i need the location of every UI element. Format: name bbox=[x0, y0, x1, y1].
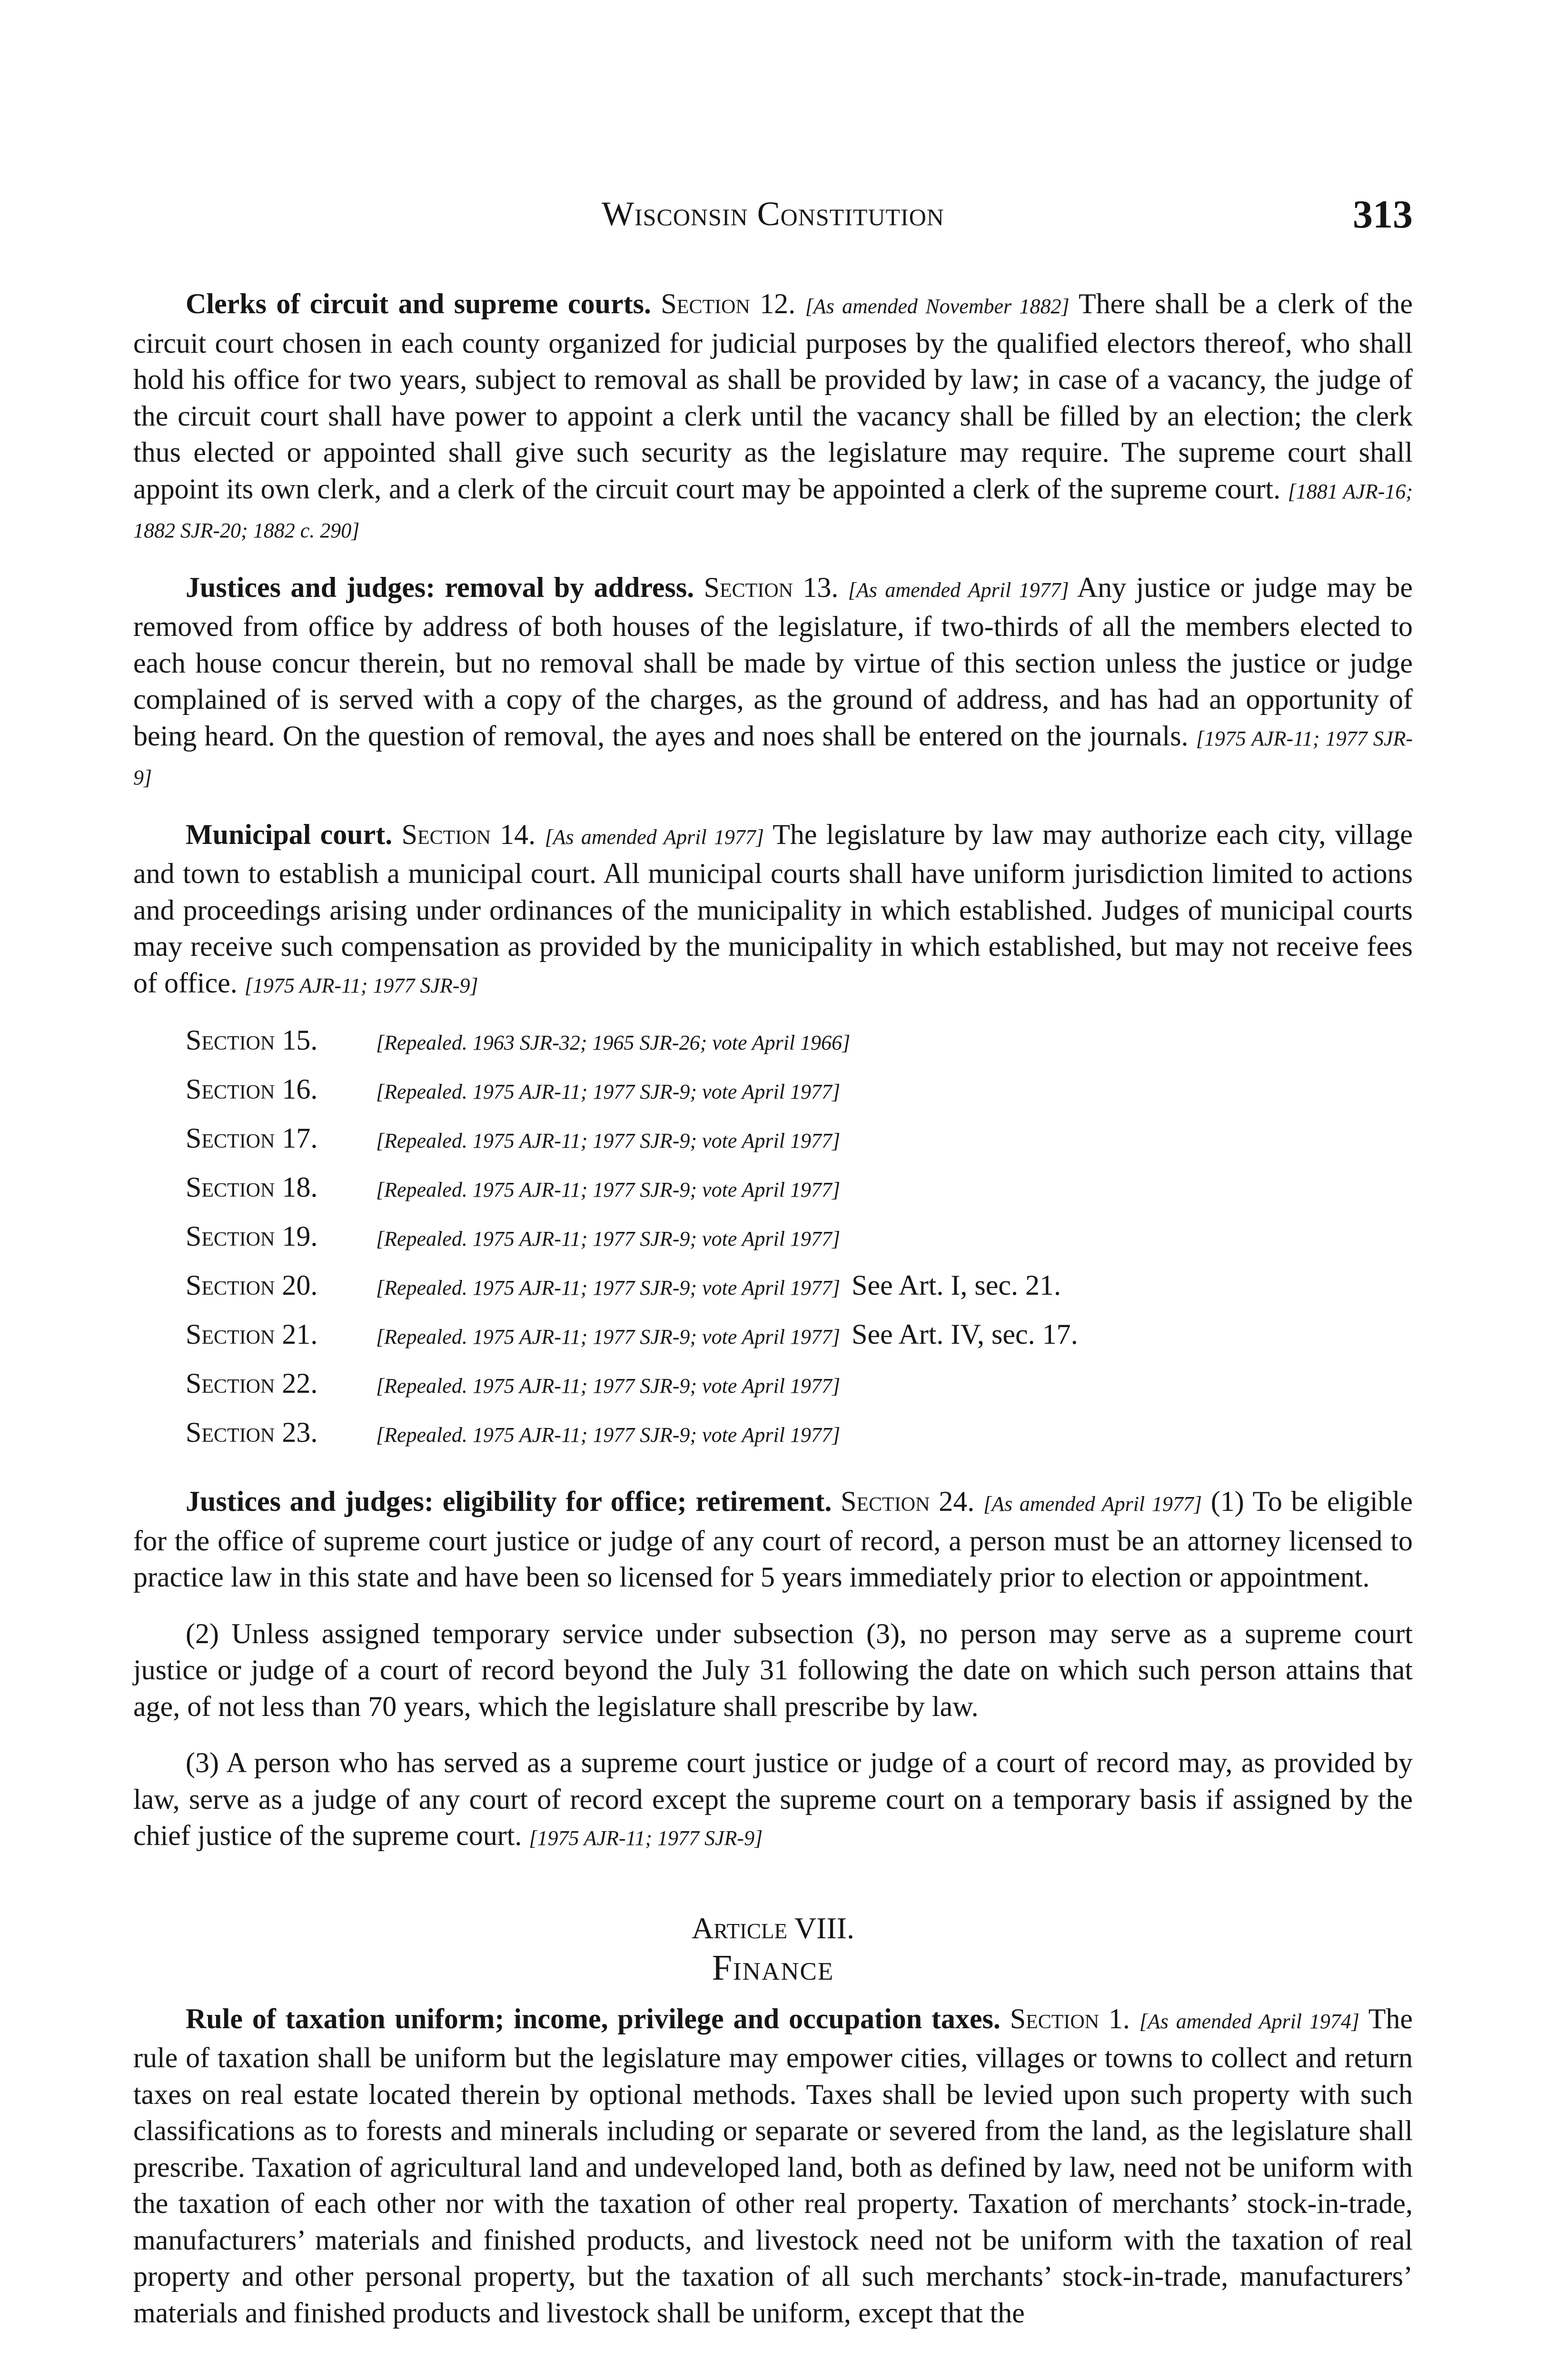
section-14-paragraph bbox=[133, 816, 1413, 1004]
repealed-section-row bbox=[133, 1071, 1413, 1120]
repealed-section-row bbox=[133, 1218, 1413, 1267]
section-14-heading: Municipal court. bbox=[186, 818, 393, 850]
page-number: 313 bbox=[1353, 192, 1413, 237]
repealed-section-note: [Repealed. 1975 AJR-11; 1977 SJR-9; vote April 1977] bbox=[376, 1423, 841, 1447]
document-body bbox=[133, 286, 1413, 2331]
repealed-section-note: [Repealed. 1975 AJR-11; 1977 SJR-9; vote April 1977] bbox=[376, 1276, 841, 1299]
section-12-paragraph bbox=[133, 286, 1413, 549]
repealed-section-label: Section 18. bbox=[186, 1171, 318, 1203]
repealed-section-label: Section 20. bbox=[186, 1269, 318, 1301]
repealed-section-row bbox=[133, 1022, 1413, 1071]
section-13-text: Any justice or judge may be removed from office by address of both houses of the legislature, if two-thirds of all the members elected to each house concur therein, but no removal shall be made by virtue of this section unless the justice or judge complained of is served with a copy of the charges, as the ground of address, and has had an opportunity of being heard. On the question of removal, the ayes and noes shall be entered on the journals. bbox=[133, 571, 1413, 752]
article-8-section-1-paragraph bbox=[133, 2001, 1413, 2331]
repealed-section-row bbox=[133, 1267, 1413, 1316]
section-24-heading: Justices and judges: eligibility for office; retirement. bbox=[186, 1486, 832, 1517]
section-12-label: Section 12. bbox=[661, 288, 796, 319]
article-8-section-1-label: Section 1. bbox=[1010, 2003, 1130, 2034]
repealed-section-row bbox=[133, 1316, 1413, 1365]
article-8-section-1-heading: Rule of taxation uniform; income, privilege and occupation taxes. bbox=[186, 2003, 1001, 2034]
section-14-label: Section 14. bbox=[401, 818, 536, 850]
article-label: Article VIII. bbox=[692, 1911, 854, 1945]
section-24-subsection-3-paragraph bbox=[133, 1745, 1413, 1857]
repealed-section-label: Section 17. bbox=[186, 1122, 318, 1154]
section-24-history: [1975 AJR-11; 1977 SJR-9] bbox=[529, 1826, 763, 1850]
repealed-section-note: [Repealed. 1975 AJR-11; 1977 SJR-9; vote April 1977] bbox=[376, 1080, 841, 1103]
repealed-section-note: [Repealed. 1963 SJR-32; 1965 SJR-26; vote April 1966] bbox=[376, 1031, 851, 1054]
repealed-section-note: [Repealed. 1975 AJR-11; 1977 SJR-9; vote April 1977] bbox=[376, 1374, 841, 1398]
repealed-section-row bbox=[133, 1169, 1413, 1218]
article-8-section-1-text: The rule of taxation shall be uniform but the legislature may empower cities, villages or towns to collect and return taxes on real estate located therein by optional methods. Taxes shall be levied upon such property with such classifications as to forests and minerals including or separate or severed from the land, as the legislature shall prescribe. Taxation of agricultural land and undeveloped land, both as defined by law, need not be uniform with the taxation of each other nor with the taxation of other real property. Taxation of merchants’ stock-in-trade, manufacturers’ materials and finished products, and livestock need not be uniform with the taxation of real property and other personal property, but the taxation of all such merchants’ stock-in-trade, manufacturers’ materials and finished products and livestock shall be uniform, except that the bbox=[133, 2003, 1413, 2329]
section-24-amendment: [As amended April 1977] bbox=[983, 1492, 1202, 1516]
section-24-subsection-3: (3) A person who has served as a supreme court justice or judge of a court of record may, as provided by law, serve as a judge of any court of record except the supreme court on a temporary basis if assigned by the chief justice of the supreme court. bbox=[133, 1747, 1413, 1851]
section-12-history: [1881 AJR-16; 1882 SJR-20; 1882 c. 290] bbox=[133, 479, 1413, 542]
article-heading bbox=[133, 1909, 1413, 1988]
section-14-amendment: [As amended April 1977] bbox=[545, 825, 764, 849]
section-13-heading: Justices and judges: removal by address. bbox=[186, 571, 694, 603]
page-header bbox=[133, 194, 1413, 247]
repealed-section-see: See Art. IV, sec. 17. bbox=[852, 1319, 1078, 1350]
section-13-paragraph bbox=[133, 569, 1413, 796]
section-12-amendment: [As amended November 1882] bbox=[805, 295, 1070, 318]
repealed-section-row bbox=[133, 1414, 1413, 1463]
article-8-section-1-amendment: [As amended April 1974] bbox=[1139, 2009, 1360, 2033]
section-14-history: [1975 AJR-11; 1977 SJR-9] bbox=[244, 973, 478, 997]
repealed-section-row bbox=[133, 1365, 1413, 1414]
section-13-label: Section 13. bbox=[704, 571, 839, 603]
article-title: Finance bbox=[712, 1947, 834, 1988]
running-title: Wisconsin Constitution bbox=[602, 195, 944, 233]
section-12-text: There shall be a clerk of the circuit court chosen in each county organized for judicial purposes by the qualified electors thereof, who shall hold his office for two years, subject to removal as shall be provided by law; in case of a vacancy, the judge of the circuit court shall have power to appoint a clerk until the vacancy shall be filled by an election; the clerk thus elected or appointed shall give such security as the legislature may require. The supreme court shall appoint its own clerk, and a clerk of the circuit court may be appointed a clerk of the supreme court. bbox=[133, 288, 1413, 505]
repealed-section-note: [Repealed. 1975 AJR-11; 1977 SJR-9; vote April 1977] bbox=[376, 1227, 841, 1250]
repealed-section-note: [Repealed. 1975 AJR-11; 1977 SJR-9; vote April 1977] bbox=[376, 1178, 841, 1201]
section-24-paragraph bbox=[133, 1483, 1413, 1596]
repealed-section-see: See Art. I, sec. 21. bbox=[852, 1269, 1061, 1301]
section-24-subsection-1: (1) To be eligible for the office of supreme court justice or judge of any court of record, a person must be an attorney licensed to practice law in this state and have been so licensed for 5 years immediately prior to election or appointment. bbox=[133, 1486, 1413, 1593]
repealed-sections-list bbox=[133, 1022, 1413, 1463]
repealed-section-label: Section 19. bbox=[186, 1220, 318, 1252]
repealed-section-label: Section 23. bbox=[186, 1417, 318, 1448]
section-12-heading: Clerks of circuit and supreme courts. bbox=[186, 288, 652, 319]
section-13-amendment: [As amended April 1977] bbox=[848, 578, 1069, 602]
repealed-section-label: Section 16. bbox=[186, 1073, 318, 1105]
section-14-text: The legislature by law may authorize each city, village and town to establish a municipal court. All municipal courts shall have uniform jurisdiction limited to actions and proceedings arising under ordinances of the municipality in which established. Judges of municipal courts may receive such compensation as provided by the municipality in which established, but may not receive fees of office. bbox=[133, 818, 1413, 999]
repealed-section-label: Section 22. bbox=[186, 1368, 318, 1399]
section-24-subsection-2: (2) Unless assigned temporary service under subsection (3), no person may serve as a supreme court justice or judge of a court of record beyond the July 31 following the date on which such person attains that age, of not less than 70 years, which the legislature shall prescribe by law. bbox=[133, 1617, 1413, 1722]
repealed-section-note: [Repealed. 1975 AJR-11; 1977 SJR-9; vote April 1977] bbox=[376, 1325, 841, 1349]
repealed-section-label: Section 21. bbox=[186, 1319, 318, 1350]
section-24-label: Section 24. bbox=[841, 1486, 975, 1517]
repealed-section-label: Section 15. bbox=[186, 1024, 318, 1056]
section-13-history: [1975 AJR-11; 1977 SJR-9] bbox=[133, 726, 1413, 789]
repealed-section-note: [Repealed. 1975 AJR-11; 1977 SJR-9; vote April 1977] bbox=[376, 1129, 841, 1152]
repealed-section-row bbox=[133, 1120, 1413, 1169]
